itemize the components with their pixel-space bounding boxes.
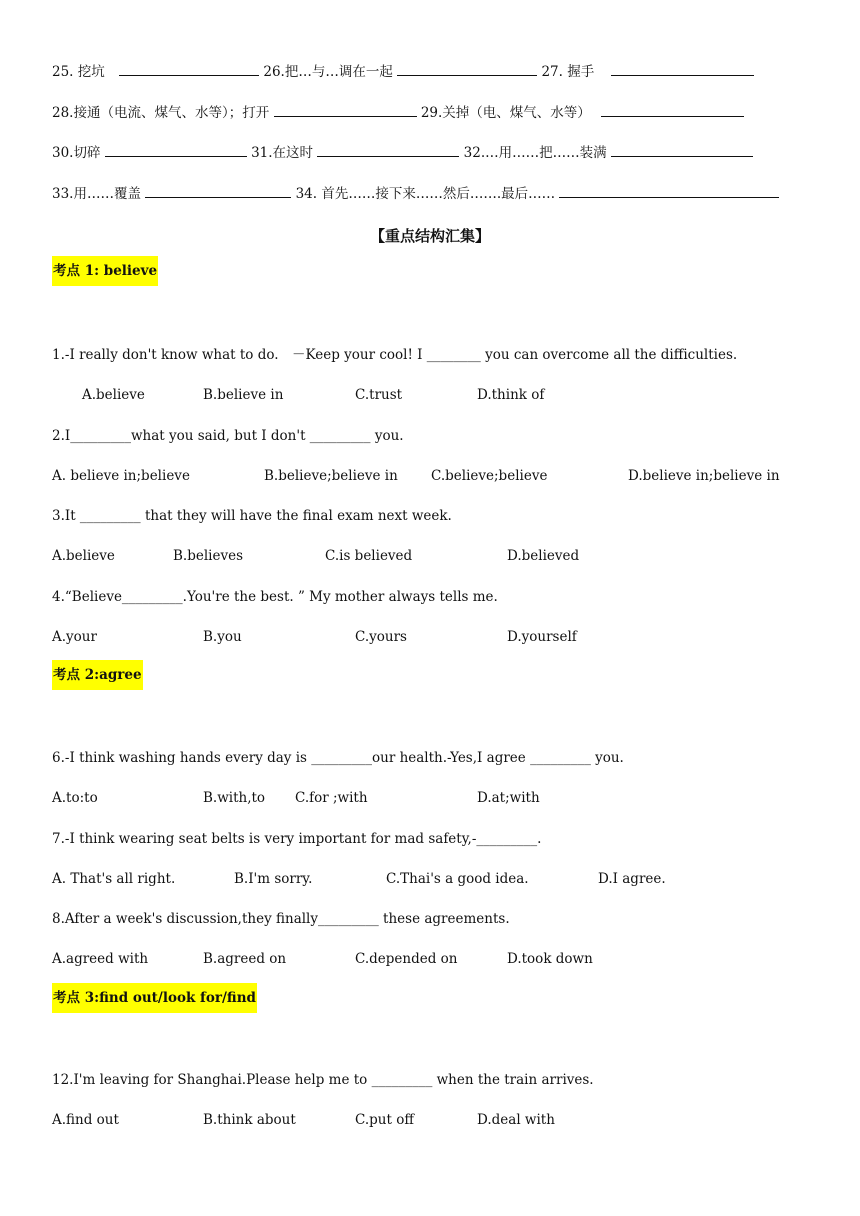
q3-option-a[interactable]: A.believe (52, 548, 115, 564)
q4-option-c[interactable]: C.yours (355, 629, 407, 645)
q1-option-c[interactable]: C.trust (355, 387, 403, 403)
question-4-stem: 4.“Believe_________.You're the best. ” My mother always tells me. (52, 589, 498, 605)
question-8-stem: 8.After a week's discussion,they finally_________ these agreements. (52, 911, 510, 927)
answer-blank[interactable] (317, 144, 459, 157)
q7-option-d[interactable]: D.I agree. (598, 871, 666, 887)
q2-option-a[interactable]: A. believe in;believe (52, 468, 190, 484)
q2-option-c[interactable]: C.believe;believe (431, 468, 548, 484)
q6-option-a[interactable]: A.to:to (52, 790, 98, 806)
q1-option-d[interactable]: D.think of (477, 387, 545, 403)
q3-option-d[interactable]: D.believed (507, 548, 580, 564)
section-title: 【重点结构汇集】 (369, 227, 490, 245)
q6-option-c[interactable]: C.for ;with (295, 790, 368, 806)
q4-option-b[interactable]: B.you (203, 629, 242, 645)
vocab-item-25: 25. 挖坑 (52, 64, 105, 80)
q1-option-a[interactable]: A.believe (82, 387, 145, 403)
answer-blank[interactable] (274, 104, 417, 117)
q4-option-d[interactable]: D.yourself (507, 629, 577, 645)
q6-option-b[interactable]: B.with,to (203, 790, 266, 806)
answer-blank[interactable] (145, 185, 291, 198)
question-2-stem: 2.I_________what you said, but I don't _________ you. (52, 428, 404, 444)
q12-option-b[interactable]: B.think about (203, 1112, 296, 1128)
q6-option-d[interactable]: D.at;with (477, 790, 540, 806)
vocab-row-1 (52, 63, 754, 81)
vocab-item-30: 30.切碎 (52, 145, 101, 161)
q2-option-b[interactable]: B.believe;believe in (264, 468, 398, 484)
answer-blank[interactable] (601, 104, 744, 117)
answer-blank[interactable] (105, 144, 247, 157)
q4-option-a[interactable]: A.your (52, 629, 97, 645)
vocab-item-31: 31.在这时 (251, 145, 314, 161)
q8-option-b[interactable]: B.agreed on (203, 951, 287, 967)
vocab-item-29: 29.关掉（电、煤气、水等） (420, 105, 591, 121)
answer-blank[interactable] (559, 185, 779, 198)
answer-blank[interactable] (119, 63, 259, 76)
question-12-stem: 12.I'm leaving for Shanghai.Please help me to _________ when the train arrives. (52, 1072, 594, 1088)
q8-option-d[interactable]: D.took down (507, 951, 593, 967)
q1-option-b[interactable]: B.believe in (203, 387, 284, 403)
vocab-row-4 (52, 185, 779, 203)
question-1-stem-b: －Keep your cool! I ________ you can overcome all the difficulties. (292, 347, 738, 363)
vocab-row-2 (52, 104, 744, 122)
q7-option-a[interactable]: A. That's all right. (52, 871, 176, 887)
vocab-item-32: 32.…用……把……装满 (463, 145, 607, 161)
topic-heading-1: 考点 1: believe (52, 256, 158, 286)
question-1-stem (52, 346, 279, 364)
question-6-stem-b: -Yes,I agree _________ you. (447, 750, 624, 766)
q3-option-b[interactable]: B.believes (173, 548, 244, 564)
q2-option-d[interactable]: D.believe in;believe in (628, 468, 780, 484)
q12-option-d[interactable]: D.deal with (477, 1112, 555, 1128)
vocab-item-26: 26.把…与…调在一起 (263, 64, 393, 80)
vocab-item-28: 28.接通（电流、煤气、水等）；打开 (52, 105, 270, 121)
topic-heading-2: 考点 2:agree (52, 660, 143, 690)
q3-option-c[interactable]: C.is believed (325, 548, 413, 564)
question-7-stem: 7.-I think wearing seat belts is very important for mad safety,-_________. (52, 831, 542, 847)
vocab-item-33: 33.用……覆盖 (52, 186, 141, 202)
vocab-item-34: 34. 首先……接下来……然后…….最后…… (295, 186, 556, 202)
vocab-row-3 (52, 144, 753, 162)
q8-option-a[interactable]: A.agreed with (52, 951, 149, 967)
q12-option-c[interactable]: C.put off (355, 1112, 414, 1128)
q7-option-c[interactable]: C.Thai's a good idea. (386, 871, 529, 887)
answer-blank[interactable] (397, 63, 537, 76)
question-3-stem: 3.It _________ that they will have the final exam next week. (52, 508, 452, 524)
q7-option-b[interactable]: B.I'm sorry. (234, 871, 313, 887)
topic-heading-3: 考点 3:find out/look for/find (52, 983, 257, 1013)
vocab-item-27: 27. 握手 (541, 64, 595, 80)
q8-option-c[interactable]: C.depended on (355, 951, 458, 967)
question-6-stem-a: 6.-I think washing hands every day is _________our health. (52, 750, 448, 766)
answer-blank[interactable] (611, 144, 753, 157)
answer-blank[interactable] (611, 63, 754, 76)
question-1-stem-a: 1.-I really don't know what to do. (52, 347, 279, 363)
q12-option-a[interactable]: A.find out (52, 1112, 119, 1128)
